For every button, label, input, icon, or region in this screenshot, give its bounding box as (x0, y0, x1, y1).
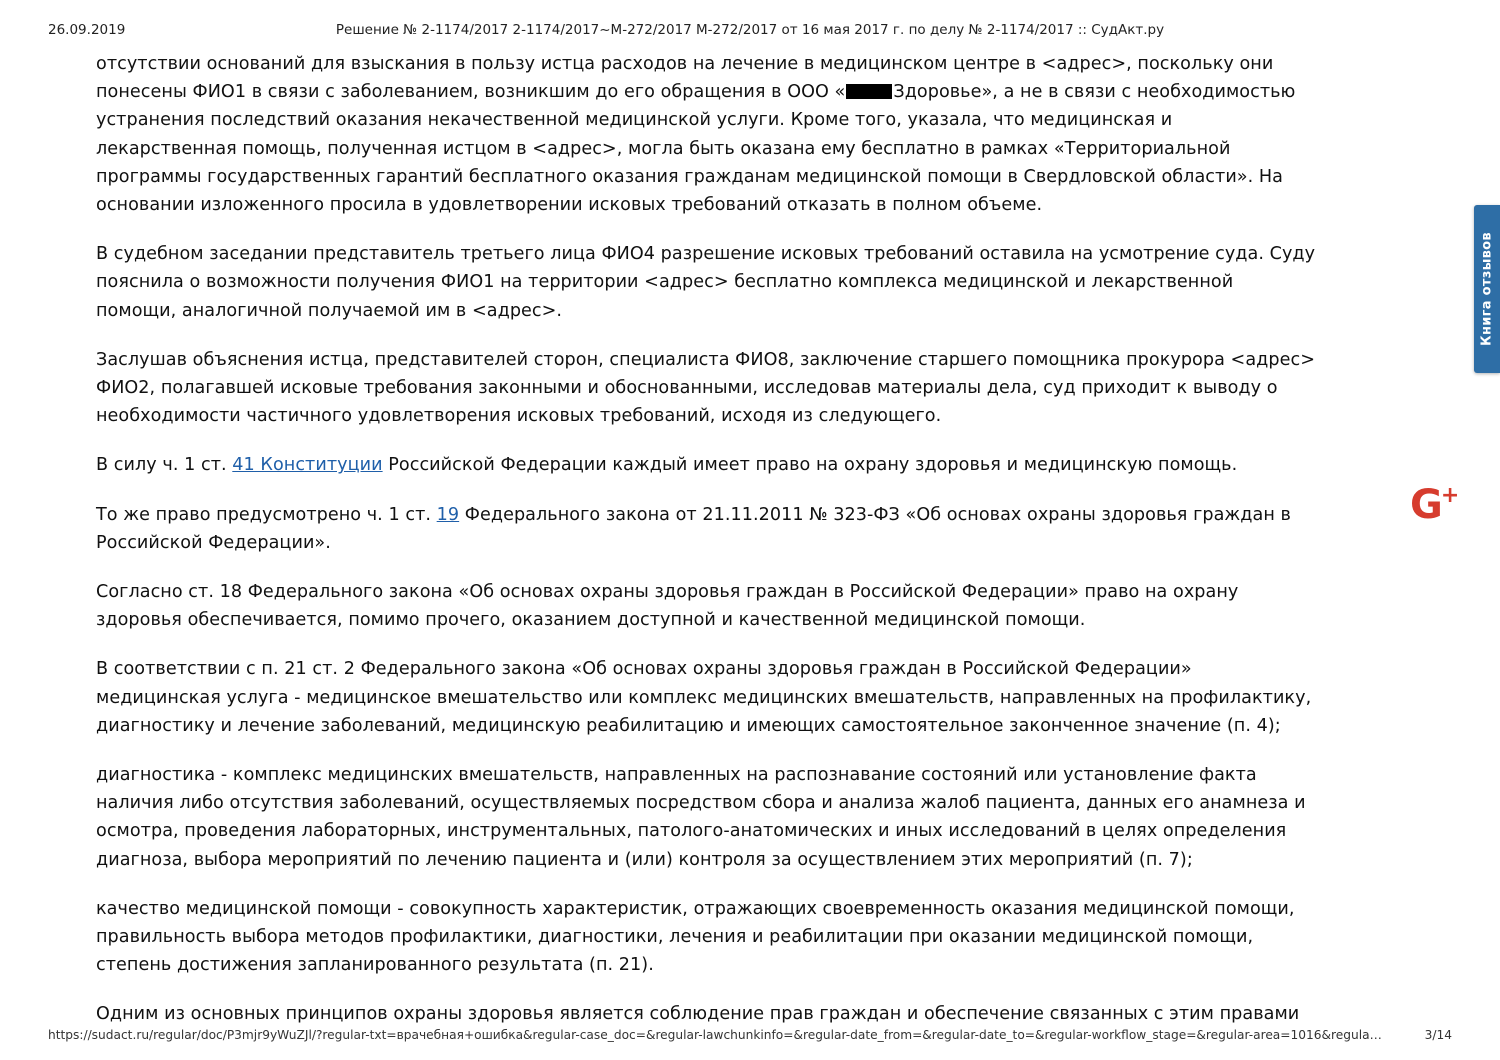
paragraph: В силу ч. 1 ст. 41 Конституции Российской Федерации каждый имеет право на охрану здоровья и медицинскую помощь. (96, 455, 1238, 476)
page-header (0, 22, 1500, 40)
document-body (96, 50, 1318, 1029)
footer-page-number: 3/14 (1424, 1028, 1452, 1042)
paragraph: Согласно ст. 18 Федерального закона «Об основах охраны здоровья граждан в Российской Федерации» право на охрану здоровья обеспечивается, помимо прочего, оказанием доступной и качественной медицинской помощи. (96, 582, 1239, 631)
paragraph: То же право предусмотрено ч. 1 ст. 19 Федерального закона от 21.11.2011 № 323-ФЗ «Об основах охраны здоровья граждан в Российской Федерации». (96, 504, 1291, 553)
google-plus-icon[interactable] (1410, 474, 1460, 528)
law-reference-link[interactable]: 19 (436, 504, 460, 525)
header-title: Решение № 2-1174/2017 2-1174/2017~М-272/2017 М-272/2017 от 16 мая 2017 г. по делу № 2-1174/2017 :: СудАкт.ру (335, 22, 1165, 38)
feedback-book-label: Книга отзывов (1479, 232, 1495, 346)
paragraph: В судебном заседании представитель третьего лица ФИО4 разрешение исковых требований оставила на усмотрение суда. Суду пояснила о возможности получения ФИО1 на территории <адрес> бесплатно комплекса медицинской и лекарственной помощи, аналогичной получаемой им в <адрес>. (96, 244, 1316, 321)
page-footer (0, 1028, 1500, 1044)
google-plus-letter: G (1410, 482, 1443, 528)
footer-url: https://sudact.ru/regular/doc/P3mjr9yWuZJl/?regular-txt=врачебная+ошибка&regular-case_doc=&regular-lawchunkinfo=&regular-date_from=&regular-date_to=&regular-workflow_stage=&regular-area=1016&regula… (48, 1028, 1382, 1042)
paragraph: В соответствии с п. 21 ст. 2 Федерального закона «Об основах охраны здоровья граждан в Российской Федерации» медицинская услуга - медицинское вмешательство или комплекс медицинских вмешательств, направленных на профилактику, диагностику и лечение заболеваний, медицинскую реабилитацию и имеющих самостоятельное законченное значение (п. 4); (96, 659, 1312, 736)
google-plus-plus: + (1440, 483, 1460, 508)
redaction-bar (846, 84, 892, 99)
paragraph: отсутствии оснований для взыскания в пользу истца расходов на лечение в медицинском центре в <адрес>, поскольку они понесены ФИО1 в связи с заболеванием, возникшим до его обращения в ООО « Здоровье», а не в связи с необходимостью устранения последствий оказания некачественной медицинской услуги. Кроме того, указала, что медицинская и лекарственная помощь, полученная истцом в <адрес>, могла быть оказана ему бесплатно в рамках «Территориальной программы государственных гарантий бесплатного оказания гражданам медицинской помощи в Свердловской области». На основании изложенного просила в удовлетворении исковых требований отказать в полном объеме. (96, 54, 1296, 216)
paragraph: качество медицинской помощи - совокупность характеристик, отражающих своевременность оказания медицинской помощи, правильность выбора методов профилактики, диагностики, лечения и реабилитации при оказании медицинской помощи, степень достижения запланированного результата (п. 21). (96, 898, 1295, 976)
law-reference-link[interactable]: 41 Конституции (232, 455, 383, 476)
feedback-book-tab[interactable] (1474, 205, 1500, 373)
header-date: 26.09.2019 (48, 22, 126, 38)
paragraph: Одним из основных принципов охраны здоровья является соблюдение прав граждан и обеспечение связанных с этим правами (96, 1004, 1300, 1025)
paragraph: Заслушав объяснения истца, представителей сторон, специалиста ФИО8, заключение старшего помощника прокурора <адрес> ФИО2, полагавшей исковые требования законными и обоснованными, исследовав материалы дела, суд приходит к выводу о необходимости частичного удовлетворения исковых требований, исходя из следующего. (96, 349, 1316, 427)
paragraph: диагностика - комплекс медицинских вмешательств, направленных на распознавание состояний или установление факта наличия либо отсутствия заболеваний, осуществляемых посредством сбора и анализа жалоб пациента, данных его анамнеза и осмотра, проведения лабораторных, инструментальных, патолого-анатомических и иных исследований в целях определения диагноза, выбора мероприятий по лечению пациента и (или) контроля за осуществлением этих мероприятий (п. 7); (96, 765, 1306, 870)
